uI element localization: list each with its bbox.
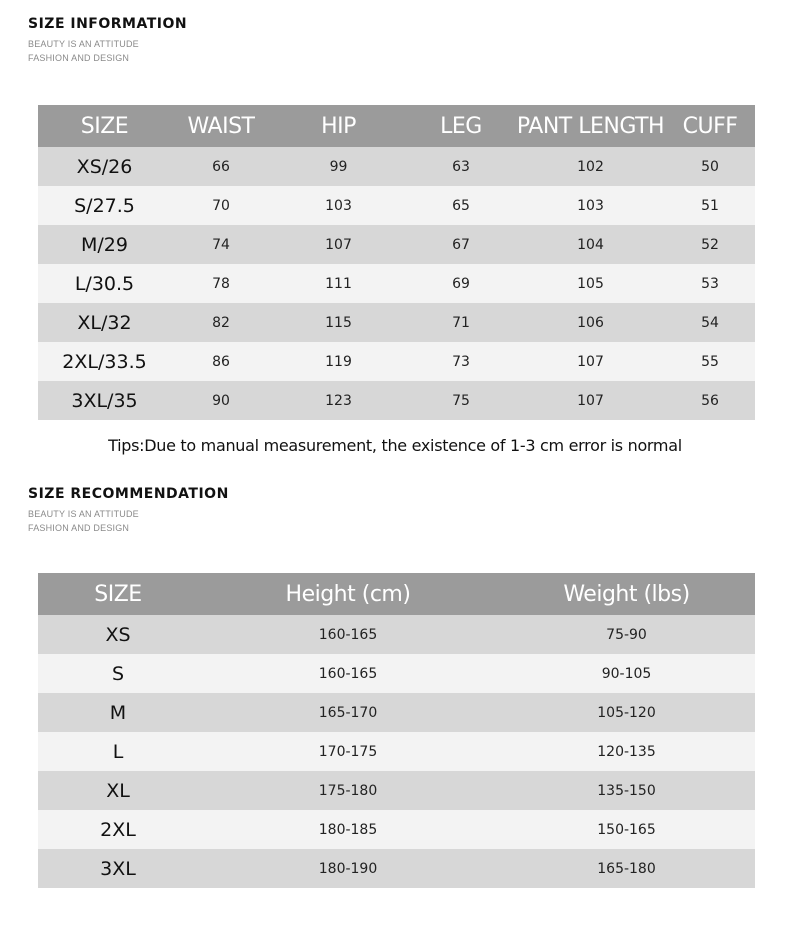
table-row (38, 615, 755, 654)
size-cell: 3XL/35 (38, 381, 171, 420)
measurement-tips: Tips:Due to manual measurement, the existence of 1-3 cm error is normal (108, 436, 682, 455)
value-cell: 111 (271, 264, 406, 303)
value-cell: 86 (171, 342, 271, 381)
value-cell: 104 (516, 225, 665, 264)
table-row (38, 186, 755, 225)
size-cell: 2XL (38, 810, 198, 849)
value-cell: 119 (271, 342, 406, 381)
value-cell: 165-170 (198, 693, 498, 732)
table-row (38, 381, 755, 420)
value-cell: 165-180 (498, 849, 755, 888)
size-cell: M/29 (38, 225, 171, 264)
value-cell: 75 (406, 381, 516, 420)
table-row (38, 225, 755, 264)
value-cell: 160-165 (198, 615, 498, 654)
value-cell: 135-150 (498, 771, 755, 810)
value-cell: 115 (271, 303, 406, 342)
size-cell: XL/32 (38, 303, 171, 342)
size-cell: S (38, 654, 198, 693)
value-cell: 180-190 (198, 849, 498, 888)
subtitle-line: BEAUTY IS AN ATTITUDE (28, 509, 139, 519)
table-row (38, 732, 755, 771)
size-information-subtitle (28, 37, 139, 65)
value-cell: 123 (271, 381, 406, 420)
value-cell: 180-185 (198, 810, 498, 849)
column-header: LEG (406, 105, 516, 147)
table-body (38, 615, 755, 888)
size-recommendation-subtitle (28, 507, 139, 535)
column-header: SIZE (38, 105, 171, 147)
value-cell: 160-165 (198, 654, 498, 693)
column-header: SIZE (38, 573, 198, 615)
subtitle-line: FASHION AND DESIGN (28, 53, 130, 63)
table-row (38, 771, 755, 810)
value-cell: 90 (171, 381, 271, 420)
value-cell: 67 (406, 225, 516, 264)
value-cell: 107 (516, 342, 665, 381)
value-cell: 51 (665, 186, 755, 225)
table-body (38, 147, 755, 420)
column-header: WAIST (171, 105, 271, 147)
value-cell: 53 (665, 264, 755, 303)
value-cell: 52 (665, 225, 755, 264)
size-cell: 3XL (38, 849, 198, 888)
value-cell: 65 (406, 186, 516, 225)
size-cell: M (38, 693, 198, 732)
value-cell: 105 (516, 264, 665, 303)
column-header: CUFF (665, 105, 755, 147)
value-cell: 63 (406, 147, 516, 186)
size-information-title: SIZE INFORMATION (28, 16, 188, 32)
size-recommendation-table (38, 573, 755, 888)
table-row (38, 303, 755, 342)
column-header: HIP (271, 105, 406, 147)
size-cell: L/30.5 (38, 264, 171, 303)
value-cell: 99 (271, 147, 406, 186)
value-cell: 75-90 (498, 615, 755, 654)
table-row (38, 810, 755, 849)
value-cell: 150-165 (498, 810, 755, 849)
column-header: Height (cm) (198, 573, 498, 615)
size-cell: 2XL/33.5 (38, 342, 171, 381)
value-cell: 66 (171, 147, 271, 186)
value-cell: 106 (516, 303, 665, 342)
value-cell: 175-180 (198, 771, 498, 810)
size-cell: XL (38, 771, 198, 810)
value-cell: 90-105 (498, 654, 755, 693)
size-cell: XS (38, 615, 198, 654)
column-header: Weight (lbs) (498, 573, 755, 615)
value-cell: 107 (271, 225, 406, 264)
value-cell: 120-135 (498, 732, 755, 771)
value-cell: 105-120 (498, 693, 755, 732)
table-header-row (38, 105, 755, 147)
value-cell: 82 (171, 303, 271, 342)
value-cell: 74 (171, 225, 271, 264)
value-cell: 103 (271, 186, 406, 225)
value-cell: 50 (665, 147, 755, 186)
value-cell: 71 (406, 303, 516, 342)
table-row (38, 693, 755, 732)
value-cell: 78 (171, 264, 271, 303)
value-cell: 55 (665, 342, 755, 381)
table-row (38, 849, 755, 888)
table-row (38, 147, 755, 186)
value-cell: 69 (406, 264, 516, 303)
table-row (38, 264, 755, 303)
size-cell: S/27.5 (38, 186, 171, 225)
subtitle-line: BEAUTY IS AN ATTITUDE (28, 39, 139, 49)
value-cell: 70 (171, 186, 271, 225)
table-header-row (38, 573, 755, 615)
subtitle-line: FASHION AND DESIGN (28, 523, 130, 533)
value-cell: 54 (665, 303, 755, 342)
size-cell: XS/26 (38, 147, 171, 186)
size-recommendation-title: SIZE RECOMMENDATION (28, 486, 229, 502)
value-cell: 56 (665, 381, 755, 420)
column-header: PANT LENGTH (516, 105, 665, 147)
value-cell: 103 (516, 186, 665, 225)
value-cell: 107 (516, 381, 665, 420)
value-cell: 170-175 (198, 732, 498, 771)
size-information-table (38, 105, 755, 420)
table-row (38, 342, 755, 381)
value-cell: 102 (516, 147, 665, 186)
table-row (38, 654, 755, 693)
size-cell: L (38, 732, 198, 771)
value-cell: 73 (406, 342, 516, 381)
